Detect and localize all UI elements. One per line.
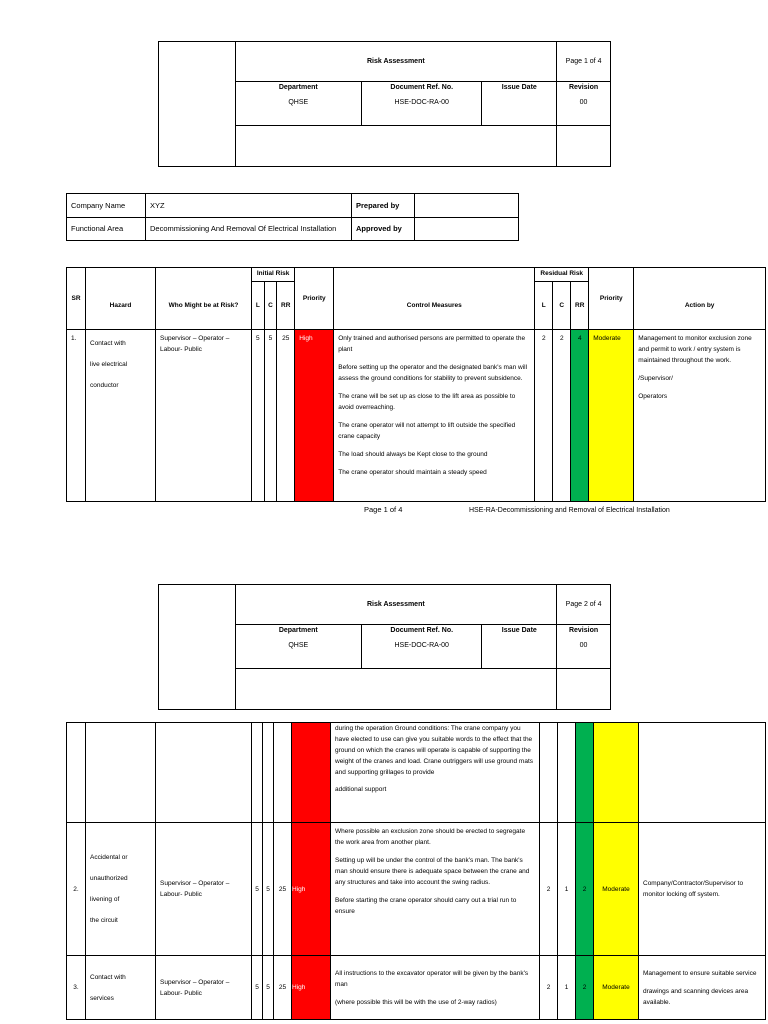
risk-table-page1 — [66, 267, 766, 502]
action-item: Operators — [638, 393, 668, 400]
row2-hazard-line: unauthorized — [90, 875, 128, 882]
prepared-label: Prepared by — [352, 194, 415, 218]
table-row — [67, 823, 766, 956]
col-c: C — [264, 282, 277, 330]
col-rc: C — [553, 282, 571, 330]
row1-rl: 2 — [535, 330, 553, 502]
row3-l: 5 — [252, 956, 263, 1020]
control-measure: The load should always be Kept close to the ground — [338, 451, 488, 458]
col-rr: RR — [277, 282, 295, 330]
doc-ref-value: HSE-DOC-RA-00 — [394, 642, 449, 649]
header-table-1 — [158, 41, 611, 167]
action-item: /Supervisor/ — [638, 375, 673, 382]
row3-rr: 25 — [274, 956, 292, 1020]
control-measure: Setting up will be under the control of the bank's man. The bank's man should ensure there is adequate space between the crane and any structures and take into account the swing radius. — [335, 857, 530, 886]
col-residual-risk: Residual Risk — [535, 268, 589, 282]
control-measure: Before starting the crane operator should carry out a trial run to ensure — [335, 897, 517, 915]
col-action: Action by — [634, 268, 766, 330]
row2-hazard-line: livening of — [90, 896, 120, 903]
row2-rl: 2 — [540, 823, 558, 956]
row2-c: 5 — [263, 823, 274, 956]
table-row — [67, 723, 766, 823]
control-measure: The crane will be set up as close to the lift area as possible to avoid overreaching. — [338, 393, 516, 411]
footer-page: Page 1 of 4 — [364, 505, 403, 514]
revision-label: Revision — [568, 627, 599, 634]
control-measure: The crane operator should maintain a steady speed — [338, 469, 487, 476]
row2-hazard-line: Accidental or — [90, 854, 128, 861]
col-priority2: Priority — [589, 268, 634, 330]
footer-doc: HSE-RA-Decommissioning and Removal of Electrical Installation — [469, 507, 670, 514]
revision-label: Revision — [568, 84, 599, 91]
page-number: Page 1 of 4 — [557, 42, 611, 82]
company-value: XYZ — [146, 194, 352, 218]
row2-who: Supervisor – Operator – Labour- Public — [156, 823, 252, 956]
control-measure: The crane operator will not attempt to lift outside the specified crane capacity — [338, 422, 516, 440]
col-sr: SR — [67, 268, 86, 330]
action-item: drawings and scanning devices area available. — [643, 987, 749, 1006]
row3-rrr: 2 — [576, 956, 594, 1020]
table-row — [67, 956, 766, 1020]
row2-priority: High — [292, 823, 331, 956]
row2-l: 5 — [252, 823, 263, 956]
row1-c: 5 — [264, 330, 277, 502]
row3-c: 5 — [263, 956, 274, 1020]
department-label: Department — [278, 84, 318, 91]
doc-ref-label: Document Ref. No. — [390, 627, 454, 634]
row1-l: 5 — [252, 330, 265, 502]
area-label: Functional Area — [67, 217, 146, 241]
risk-table-page2 — [66, 722, 766, 1020]
col-initial-risk: Initial Risk — [252, 268, 295, 282]
row2-rr: 25 — [274, 823, 292, 956]
residual-priority-cell — [594, 723, 639, 823]
logo-cell — [159, 42, 236, 167]
row1-rr: 25 — [277, 330, 295, 502]
control-measure: All instructions to the excavator operator will be given by the bank's man — [335, 969, 529, 988]
row3-rl: 2 — [540, 956, 558, 1020]
department-value: QHSE — [288, 99, 309, 106]
page-number: Page 2 of 4 — [557, 585, 611, 625]
info-table — [66, 193, 519, 241]
revision-value: 00 — [579, 99, 588, 106]
residual-rr-cell — [576, 723, 594, 823]
row3-who: Supervisor – Operator – Labour- Public — [156, 956, 252, 1020]
col-control: Control Measures — [334, 268, 535, 330]
row2-action: Company/Contractor/Supervisor to monitor locking off system. — [639, 823, 766, 956]
department-label: Department — [278, 627, 318, 634]
control-measure: during the operation Ground conditions: The crane company you have elected to use can give you suitable words to the effect that the ground on which the cranes will operate is capable of supporting the weight of the cranes and load. Crane outriggers will use ground mats and supporting grillages to provide — [335, 725, 533, 776]
issue-date-label: Issue Date — [501, 627, 537, 634]
row1-priority: High — [295, 330, 334, 502]
col-rrr: RR — [571, 282, 589, 330]
approved-value — [415, 217, 519, 241]
area-value: Decommissioning And Removal Of Electrical Installation — [146, 217, 352, 241]
doc-ref-label: Document Ref. No. — [390, 84, 454, 91]
col-hazard: Hazard — [86, 268, 156, 330]
issue-date-label: Issue Date — [501, 84, 537, 91]
col-l: L — [252, 282, 265, 330]
header-table-2 — [158, 584, 611, 710]
row3-sr: 3. — [67, 956, 86, 1020]
department-value: QHSE — [288, 642, 309, 649]
col-priority: Priority — [295, 268, 334, 330]
row1-hazard-line: Contact with — [90, 340, 126, 347]
control-measure: (where possible this will be with the use of 2-way radios) — [335, 998, 497, 1006]
row2-rc: 1 — [558, 823, 576, 956]
row3-priority: High — [292, 956, 331, 1020]
company-label: Company Name — [67, 194, 146, 218]
row1-who: Supervisor – Operator – Labour- Public — [156, 330, 252, 502]
control-measure: Where possible an exclusion zone should be erected to segregate the work area from another plant. — [335, 828, 526, 846]
row3-rpriority: Moderate — [594, 956, 639, 1020]
page-title: Risk Assessment — [235, 42, 557, 82]
row3-hazard-line: services — [90, 994, 114, 1002]
logo-cell — [159, 585, 236, 710]
row1-rrr: 4 — [571, 330, 589, 502]
control-measure: Before setting up the operator and the designated bank's man will assess the ground conditions for stability to prevent subsidence. — [338, 364, 528, 382]
row1-rpriority: Moderate — [589, 330, 634, 502]
row2-rrr: 2 — [576, 823, 594, 956]
table-row — [67, 330, 766, 502]
approved-label: Approved by — [352, 217, 415, 241]
action-item: Management to monitor exclusion zone and permit to work / entry system is maintained throughout the work. — [638, 335, 752, 364]
action-item: Management to ensure suitable service — [643, 969, 757, 977]
col-who: Who Might be at Risk? — [156, 268, 252, 330]
row1-sr: 1. — [67, 330, 86, 502]
row1-hazard-line: live electrical — [90, 361, 128, 368]
col-rl: L — [535, 282, 553, 330]
revision-value: 00 — [579, 642, 588, 649]
control-measure: Only trained and authorised persons are permitted to operate the plant — [338, 335, 526, 353]
row1-hazard-line: conductor — [90, 382, 119, 389]
row2-sr: 2. — [67, 823, 86, 956]
row3-hazard-line: Contact with — [90, 973, 126, 981]
row2-hazard-line: the circuit — [90, 917, 118, 924]
row1-rc: 2 — [553, 330, 571, 502]
control-measure: additional support — [335, 786, 387, 793]
prepared-value — [415, 194, 519, 218]
priority-cell — [292, 723, 331, 823]
doc-ref-value: HSE-DOC-RA-00 — [394, 99, 449, 106]
row3-rc: 1 — [558, 956, 576, 1020]
page-title: Risk Assessment — [235, 585, 557, 625]
row2-rpriority: Moderate — [594, 823, 639, 956]
